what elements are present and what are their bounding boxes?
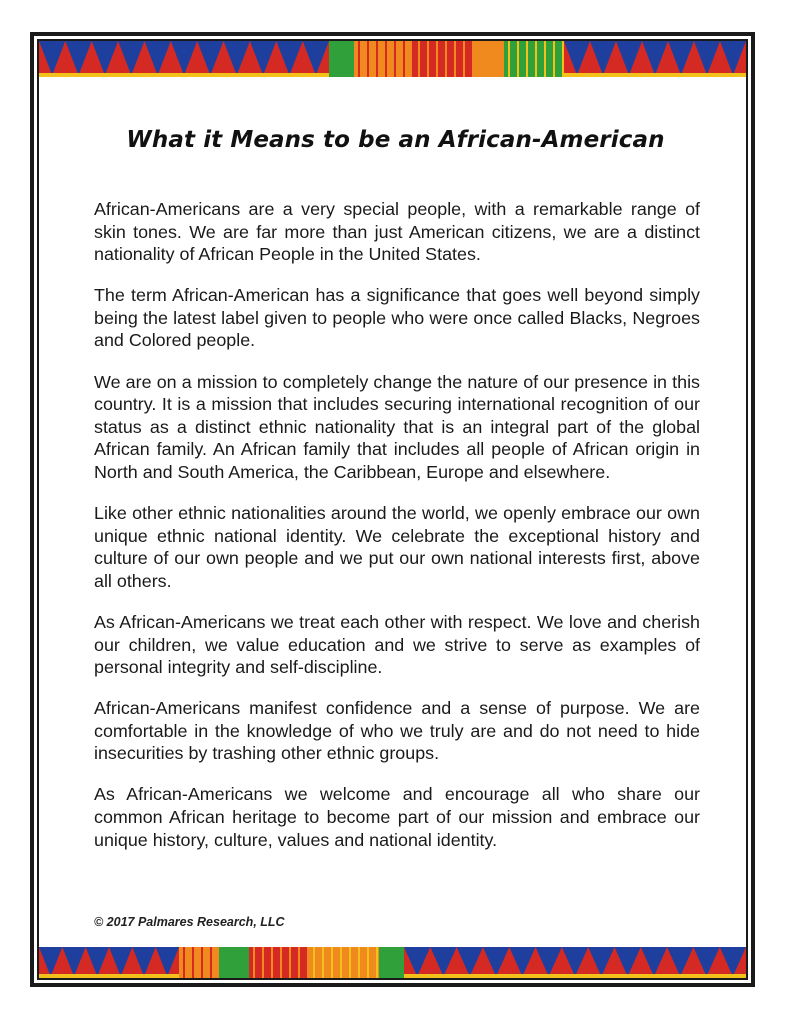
paragraph: African-Americans manifest confidence and a sense of purpose. We are comfortable in the knowledge of who we truly are and do not need to hide insecurities by trashing other ethnic groups. [94, 698, 700, 764]
kente-border-top [39, 41, 746, 77]
paragraph: We are on a mission to completely change the nature of our presence in this country. It is a mission that includes securing international recognition of our status as a distinct ethnic nationality that is an integral part of the global African family. An African family that includes all people of African origin in North and South America, the Caribbean, Europe and elsewhere. [94, 371, 700, 482]
kente-border-bottom [39, 947, 746, 978]
page-title: What it Means to be an African-American [126, 127, 665, 153]
paragraph: The term African-American has a significance that goes well beyond simply being the latest label given to people who were once called Blacks, Negroes and Colored people. [94, 285, 700, 351]
paragraph: As African-Americans we treat each other with respect. We love and cherish our children, we value education and we strive to serve as examples of personal integrity and self-discipline. [94, 611, 700, 678]
copyright-notice: © 2017 Palmares Research, LLC [94, 915, 285, 929]
article-body [94, 198, 700, 870]
paragraph: Like other ethnic nationalities around the world, we openly embrace our own unique ethnic national identity. We celebrate the exceptional history and culture of our own people and we put our own national interests first, above all others. [94, 503, 700, 591]
paragraph: As African-Americans we welcome and encourage all who share our common African heritage to become part of our mission and embrace our unique history, culture, values and national identity. [94, 784, 700, 850]
paragraph: African-Americans are a very special people, with a remarkable range of skin tones. We are far more than just American citizens, we are a distinct nationality of African People in the United States. [94, 199, 700, 265]
